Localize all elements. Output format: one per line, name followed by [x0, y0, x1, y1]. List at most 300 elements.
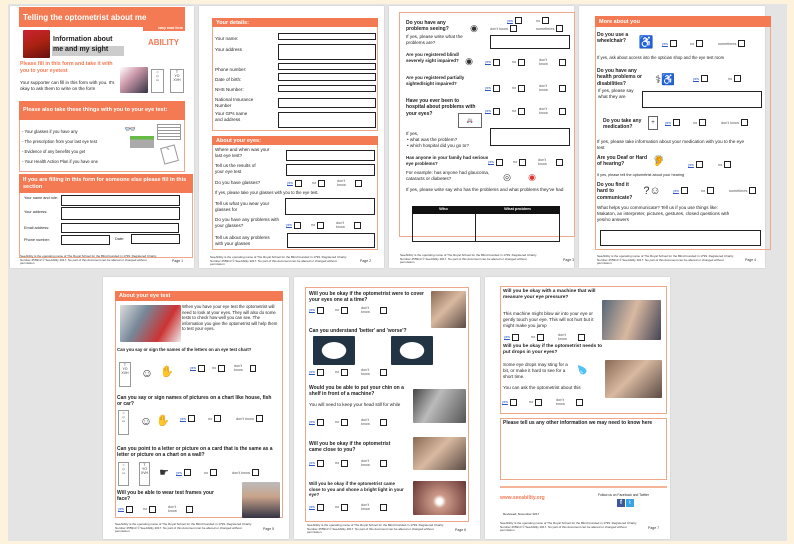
dob-input[interactable]: [278, 73, 376, 81]
option-label: no: [212, 366, 217, 370]
option-label: don't know: [337, 179, 346, 187]
nhs-label: NHS Number:: [215, 87, 244, 92]
checkbox[interactable]: [317, 222, 324, 229]
option-yes: [287, 180, 312, 187]
eye-chart-icon: T YO XVH: [119, 362, 131, 387]
option-no: [335, 419, 361, 426]
checkbox[interactable]: [518, 59, 525, 66]
wear-input[interactable]: [285, 198, 375, 215]
info-subheading: me and my sight: [52, 46, 124, 56]
option-label: sometimes: [729, 188, 748, 193]
ambulance-icon: 🚑: [458, 113, 482, 128]
name-input[interactable]: [278, 33, 376, 40]
picture-chart-icon: ○ ◇ ▭: [151, 69, 164, 93]
intro-text: When you have your eye test the optometrist will need to look at your eyes. They will also do some tests to check how well you can see. The information you give the optometrist will help them to test your eyes.: [182, 304, 278, 332]
checkbox[interactable]: [149, 506, 156, 513]
option-label: yes: [673, 188, 679, 193]
checkbox[interactable]: [493, 108, 500, 115]
option-yes: [190, 365, 212, 372]
option-label: no: [208, 416, 213, 421]
option-no: [204, 469, 232, 476]
option-yes: [485, 108, 512, 115]
address-label: Your address:: [24, 210, 48, 214]
checkbox[interactable]: [295, 180, 302, 187]
checkbox[interactable]: [559, 108, 566, 115]
checkbox[interactable]: [535, 399, 542, 406]
checkbox[interactable]: [510, 25, 517, 32]
checkbox[interactable]: [198, 365, 205, 372]
better-worse-options: [309, 368, 387, 376]
checkbox[interactable]: [184, 469, 191, 476]
footer-text: SeeAbility is the operating name of The Royal School for the Blind founded in 1799. Registered Charity Number 255913 © SeeAbility 2017. No part of this document can be altered or changed without permission: [20, 254, 157, 266]
take-item: - The prescription from your last eye test: [22, 139, 97, 144]
checkbox[interactable]: [556, 159, 563, 166]
checkbox[interactable]: [699, 119, 706, 126]
checkbox[interactable]: [380, 419, 387, 426]
deaf-options: [688, 161, 748, 168]
option-yes: [488, 159, 513, 166]
option-label: yes: [190, 366, 196, 370]
option-yes: [485, 59, 512, 66]
page-number: Page 1: [172, 259, 184, 263]
email-input[interactable]: [61, 223, 179, 233]
checkbox[interactable]: [724, 161, 731, 168]
checkbox[interactable]: [515, 17, 522, 24]
family-question: Has anyone in your family had serious eye problems?: [406, 155, 489, 166]
option-don-t-know: [361, 503, 387, 511]
footer-text: SeeAbility is the operating name of The Royal School for the Blind founded in 1799. Registered Charity Number 255913 © SeeAbility 2017. No part of this document can be altered or changed without permission: [500, 521, 637, 533]
problems-tell-input[interactable]: [287, 233, 375, 248]
divider: [500, 486, 667, 488]
option-label: no: [529, 400, 534, 404]
reviewed-date: Reviewed: November 2017: [503, 512, 540, 516]
checkbox[interactable]: [734, 75, 741, 82]
seeing-write-label: If yes, please write what the problems are?: [406, 34, 463, 45]
seeing-question: Do you have any problems seeing?: [406, 20, 449, 33]
bright-light-photo: [413, 481, 466, 515]
phone-input[interactable]: [61, 235, 110, 245]
option-label: yes: [309, 461, 315, 465]
checkbox[interactable]: [355, 180, 362, 187]
option-label: don't know: [539, 107, 548, 115]
email-label: Email address:: [24, 226, 50, 230]
checkbox[interactable]: [696, 161, 703, 168]
checkbox[interactable]: [537, 334, 544, 341]
checkbox[interactable]: [380, 369, 387, 376]
option-sometimes: [718, 40, 746, 47]
option-don-t-know: [556, 398, 583, 406]
option-don-t-know: [538, 158, 563, 166]
stethoscope-disability-icon: ⚕♿: [655, 73, 675, 86]
option-label: yes: [286, 223, 292, 227]
more-about-heading: More about you: [595, 16, 771, 27]
checkbox[interactable]: [341, 369, 348, 376]
example-text: For example: has anyone had glaucoma, cataracts or diabetes?: [406, 170, 490, 181]
last-test-label: Where and when was your last eye test?: [215, 147, 270, 158]
glasses-question: Do you have glasses?: [215, 180, 261, 185]
option-label: no: [536, 18, 541, 23]
option-no: [701, 187, 729, 194]
page-number: Page 6: [455, 528, 467, 532]
seeing-options-row1: [507, 17, 565, 24]
option-label: yes: [504, 335, 510, 339]
date-label: Date:: [115, 237, 125, 241]
option-label: don't know: [336, 221, 345, 229]
option-don-t-know: [232, 469, 260, 476]
eyes-heading: About your eyes:: [212, 136, 378, 145]
checkbox[interactable]: [512, 334, 519, 341]
option-don-t-know: [721, 119, 749, 126]
option-yes: [485, 85, 512, 92]
take-item: - Your Health Action Plan if you have one: [22, 159, 98, 164]
other-info-label: Please tell us any other information we may need to know here: [503, 420, 653, 426]
checkbox[interactable]: [493, 85, 500, 92]
checkbox[interactable]: [341, 419, 348, 426]
option-don-t-know: [168, 505, 193, 513]
face-icon: ☺: [139, 414, 153, 428]
option-label: no: [143, 507, 148, 511]
someone-else-heading: If you are filling in this form for someone else please fill in this section: [19, 174, 193, 193]
checkbox[interactable]: [341, 460, 348, 467]
option-don-t-know: [490, 25, 536, 32]
checkbox[interactable]: [317, 419, 324, 426]
picture-chart-icon: ○ ◇ ▭: [118, 462, 129, 486]
option-label: no: [693, 120, 698, 125]
cover-eye-photo: [431, 291, 466, 328]
pressure-note: This machine might blow air into your eye or gently touch your eye. This will not hurt but it might make you jump: [503, 311, 594, 328]
option-don-t-know: [539, 58, 566, 66]
page-number: Page 3: [563, 258, 575, 262]
option-no: [513, 159, 538, 166]
blind-options: [485, 58, 566, 66]
table-divider: [475, 214, 476, 242]
results-label: Tell us the results of your eye test: [215, 163, 256, 174]
option-no: [728, 75, 763, 82]
option-label: yes: [485, 109, 491, 113]
checkbox[interactable]: [578, 334, 585, 341]
option-label: don't know: [361, 503, 370, 511]
close-question: Will you be okay if the optometrist came close to you?: [309, 441, 391, 454]
supporter-text: Your supporter can fill in this form with you. It's okay to ask them to write on the form: [20, 80, 115, 91]
checkbox[interactable]: [493, 59, 500, 66]
footer-text: SeeAbility is the operating name of The Royal School for the Blind founded in 1799. Registered Charity Number 255913 © SeeAbility 2017. No part of this document can be altered or changed without permission: [400, 253, 537, 265]
option-label: don't know: [538, 158, 547, 166]
checkbox[interactable]: [670, 40, 677, 47]
option-no: [212, 365, 234, 372]
checkbox[interactable]: [256, 415, 263, 422]
eye-icon: ◎: [503, 172, 511, 182]
checkbox[interactable]: [496, 159, 503, 166]
option-label: yes: [485, 60, 491, 64]
option-label: don't know: [361, 306, 370, 314]
option-don-t-know: [337, 179, 362, 187]
seeability-logo: ABILITY: [148, 38, 180, 47]
person-photo: [23, 30, 50, 58]
option-yes: [176, 469, 204, 476]
option-no: [512, 108, 539, 115]
option-label: don't know: [539, 84, 548, 92]
ear-icon: 🦻: [652, 156, 666, 167]
hospital-bullet: • what was the problem?: [407, 137, 458, 142]
communicate-help: What helps you communicate? Tell us if you use things like: Makaton, an interpreter, pictures, gestures, closed questions with yes/no answers: [597, 205, 730, 222]
column-header-problem: What problem: [504, 206, 531, 211]
nhs-input[interactable]: [278, 85, 376, 92]
column-header-who: Who: [439, 206, 448, 211]
picture-chart-icon: ○ ◇ ▭: [118, 410, 129, 435]
option-label: no: [335, 420, 340, 424]
hospital-question: Have you ever been to hospital about problems with your eyes?: [406, 98, 476, 117]
option-don-t-know: [361, 418, 387, 426]
option-label: no: [335, 308, 340, 312]
page-number: Page 2: [360, 259, 372, 263]
option-label: yes: [502, 400, 508, 404]
option-label: yes: [180, 416, 186, 421]
health-question: Do you have any health problems or disabilities?: [597, 68, 643, 87]
footer-text: SeeAbility is the operating name of The Royal School for the Blind founded in 1799. Registered Charity Number 255913 © SeeAbility 2017. No part of this document can be altered or changed without permission: [597, 254, 734, 266]
option-no: [312, 180, 337, 187]
option-label: no: [204, 470, 209, 475]
problems-options: [286, 221, 361, 229]
checkbox[interactable]: [317, 307, 324, 314]
take-item: - Evidence of any benefits you get: [22, 149, 86, 154]
red-eye-icon: ◉: [528, 171, 536, 182]
option-label: don't know: [361, 418, 370, 426]
better-worse-question: Can you understand 'better' and 'worse'?: [309, 328, 407, 334]
wheelchair-icon: ♿: [638, 35, 654, 49]
phone-label: Phone number:: [215, 67, 247, 72]
hospital-input[interactable]: [490, 128, 570, 146]
name-role-label: Your name and role:: [24, 196, 59, 200]
ni-input[interactable]: [278, 98, 376, 108]
health-say-label: If yes, please say what they are: [598, 88, 634, 99]
partial-options: [485, 84, 566, 92]
form-title: Telling the optometrist about me: [19, 7, 185, 27]
checkbox[interactable]: [210, 469, 217, 476]
checkbox[interactable]: [218, 365, 225, 372]
facebook-icon[interactable]: f: [617, 499, 625, 507]
follow-text: Follow us on Facebook and Twitter: [598, 493, 649, 497]
checkbox[interactable]: [556, 25, 563, 32]
option-yes: [309, 419, 335, 426]
option-don-t-know: [539, 84, 566, 92]
checkbox[interactable]: [380, 460, 387, 467]
point-question: Can you point to a letter or picture on a card that is the same as a letter or picture on a chart on a wall?: [117, 446, 273, 459]
fill-heading: Please fill in this form and take it with you to your eyetest: [20, 61, 113, 74]
name-role-input[interactable]: [61, 195, 180, 206]
pressure-options: [504, 333, 585, 341]
checkbox[interactable]: [673, 119, 680, 126]
option-yes: [662, 40, 690, 47]
phone-input[interactable]: [278, 63, 376, 70]
option-label: no: [531, 335, 536, 339]
option-label: no: [335, 505, 340, 509]
seeing-options-row2: [490, 25, 582, 32]
option-label: no: [690, 41, 695, 46]
option-don-t-know: [234, 364, 256, 372]
checkbox[interactable]: [317, 504, 324, 511]
twitter-icon[interactable]: t: [626, 499, 634, 507]
checkbox[interactable]: [380, 307, 387, 314]
drops-ask: You can ask the optometrist about this: [503, 385, 581, 390]
medicine-icon: +: [648, 116, 658, 130]
checkbox[interactable]: [318, 180, 325, 187]
option-yes: [507, 17, 536, 24]
option-yes: [693, 75, 728, 82]
communicate-input[interactable]: [600, 230, 761, 246]
gp-input[interactable]: [278, 112, 376, 128]
wear-label: Tell us what you wear your glasses for: [215, 201, 270, 212]
checkbox[interactable]: [294, 222, 301, 229]
chin-options: [309, 418, 387, 426]
checkbox[interactable]: [696, 40, 703, 47]
checkbox[interactable]: [518, 108, 525, 115]
point-options: [176, 469, 260, 476]
health-input[interactable]: [642, 91, 762, 108]
better-card-photo: [313, 336, 355, 365]
drops-options: [502, 398, 583, 406]
date-input[interactable]: [131, 234, 180, 244]
last-test-input[interactable]: [286, 150, 375, 161]
checkbox[interactable]: [559, 85, 566, 92]
address-label: Your address: [215, 47, 242, 52]
checkbox[interactable]: [252, 469, 259, 476]
pictures-options: [180, 415, 264, 422]
eye-test-heading: About your eye test: [115, 291, 283, 301]
checkbox[interactable]: [741, 119, 748, 126]
option-no: [335, 460, 361, 467]
pictures-question: Can you say or sign names of pictures on a chart like house, fish or car?: [117, 395, 272, 408]
option-don-t-know: [539, 107, 566, 115]
checkbox[interactable]: [510, 399, 517, 406]
pressure-question: Will you be okay with a machine that will measure your eye pressure?: [503, 289, 596, 300]
option-label: yes: [118, 507, 124, 511]
eye-drops-photo: [605, 360, 662, 398]
frames-options: [118, 505, 193, 513]
checkbox[interactable]: [317, 460, 324, 467]
checkbox[interactable]: [380, 504, 387, 511]
family-options: [488, 158, 563, 166]
option-no: [693, 119, 721, 126]
option-label: don't know: [234, 364, 243, 372]
results-input[interactable]: [286, 164, 375, 176]
option-yes: [309, 369, 335, 376]
phone-label: Phone number:: [24, 238, 50, 242]
address-input[interactable]: [278, 44, 376, 60]
option-label: don't know: [361, 459, 370, 467]
worse-card-photo: [391, 336, 433, 365]
cover-eyes-question: Will you be okay if the optometrist were to cover your eyes one at a time?: [309, 291, 424, 304]
option-sometimes: [536, 25, 582, 32]
option-label: no: [512, 86, 517, 90]
sign-hand-icon: ✋: [156, 414, 170, 427]
pointing-hand-icon: ☛: [159, 467, 169, 479]
take-heading: Please also take these things with you to your eye test:: [19, 101, 185, 120]
glasses-note: If yes, please take your glasses with you to the eye test.: [215, 190, 319, 195]
close-options: [309, 459, 387, 467]
ni-label: National Insurance Number: [215, 97, 254, 108]
checkbox[interactable]: [186, 506, 193, 513]
checkbox[interactable]: [738, 40, 745, 47]
problems-question: Do you have any problems with your glasses?: [215, 217, 280, 228]
partial-question: Are you registered partially sighted/sight impaired?: [406, 75, 465, 86]
footer-text: SeeAbility is the operating name of The Royal School for the Blind founded in 1799. Registered Charity Number 255913 © SeeAbility 2017. No part of this document can be altered or changed without permission: [307, 523, 444, 535]
option-no: [512, 85, 539, 92]
option-label: sometimes: [536, 26, 555, 31]
option-label: yes: [688, 162, 694, 167]
frames-question: Will you be able to wear test frames your face?: [117, 490, 214, 503]
option-label: yes: [309, 505, 315, 509]
option-no: [335, 307, 361, 314]
checkbox[interactable]: [749, 187, 756, 194]
medication-note: If yes, please take information about your medication with you to the eye test: [597, 139, 745, 150]
option-yes: [118, 506, 143, 513]
checkbox[interactable]: [341, 307, 348, 314]
checkbox[interactable]: [707, 187, 714, 194]
address-input[interactable]: [61, 207, 180, 220]
option-label: don't know: [232, 470, 251, 475]
option-yes: [502, 399, 529, 406]
option-label: yes: [488, 160, 494, 164]
wheelchair-options: [662, 40, 746, 47]
checkbox[interactable]: [250, 365, 256, 372]
option-yes: [309, 307, 335, 314]
dropper-icon: 💧: [573, 361, 591, 379]
option-label: don't know: [721, 120, 740, 125]
option-label: don't know: [490, 26, 509, 31]
face-icon: ☺: [140, 366, 154, 380]
option-label: yes: [662, 41, 668, 46]
option-yes: [504, 334, 531, 341]
option-label: don't know: [236, 416, 255, 421]
website-link[interactable]: www.seeability.org: [500, 495, 545, 501]
option-don-t-know: [558, 333, 585, 341]
medication-options: [665, 119, 749, 126]
checkbox[interactable]: [576, 399, 583, 406]
option-label: no: [701, 188, 706, 193]
checkbox[interactable]: [188, 415, 195, 422]
checkbox[interactable]: [354, 222, 361, 229]
medication-question: Do you take any medication?: [603, 118, 642, 131]
checkbox[interactable]: [559, 59, 566, 66]
option-yes: [688, 161, 718, 168]
checkbox[interactable]: [681, 187, 688, 194]
benefits-document-icon: [157, 124, 181, 140]
checkbox[interactable]: [126, 506, 133, 513]
checkbox[interactable]: [341, 504, 348, 511]
page-number: Page 7: [648, 526, 660, 530]
option-no: [143, 506, 168, 513]
option-label: no: [311, 223, 316, 227]
option-don-t-know: [361, 306, 387, 314]
checkbox[interactable]: [317, 369, 324, 376]
option-no: [536, 17, 565, 24]
dob-label: Date of birth:: [215, 77, 242, 82]
eye-test-photo: [120, 305, 181, 342]
checkbox[interactable]: [542, 17, 549, 24]
info-heading: Information about: [53, 36, 113, 43]
seeing-write-input[interactable]: [490, 35, 570, 49]
gp-label: Your GPs name and address: [215, 111, 248, 122]
checkbox[interactable]: [518, 85, 525, 92]
checkbox[interactable]: [701, 75, 708, 82]
letters-options: [190, 364, 256, 372]
option-label: no: [335, 370, 340, 374]
chin-machine-photo: [413, 389, 466, 423]
problems-tell-label: Tell us about any problems with your glasses: [215, 235, 270, 246]
checkbox[interactable]: [519, 159, 526, 166]
other-info-box[interactable]: [500, 418, 667, 480]
checkbox[interactable]: [214, 415, 221, 422]
